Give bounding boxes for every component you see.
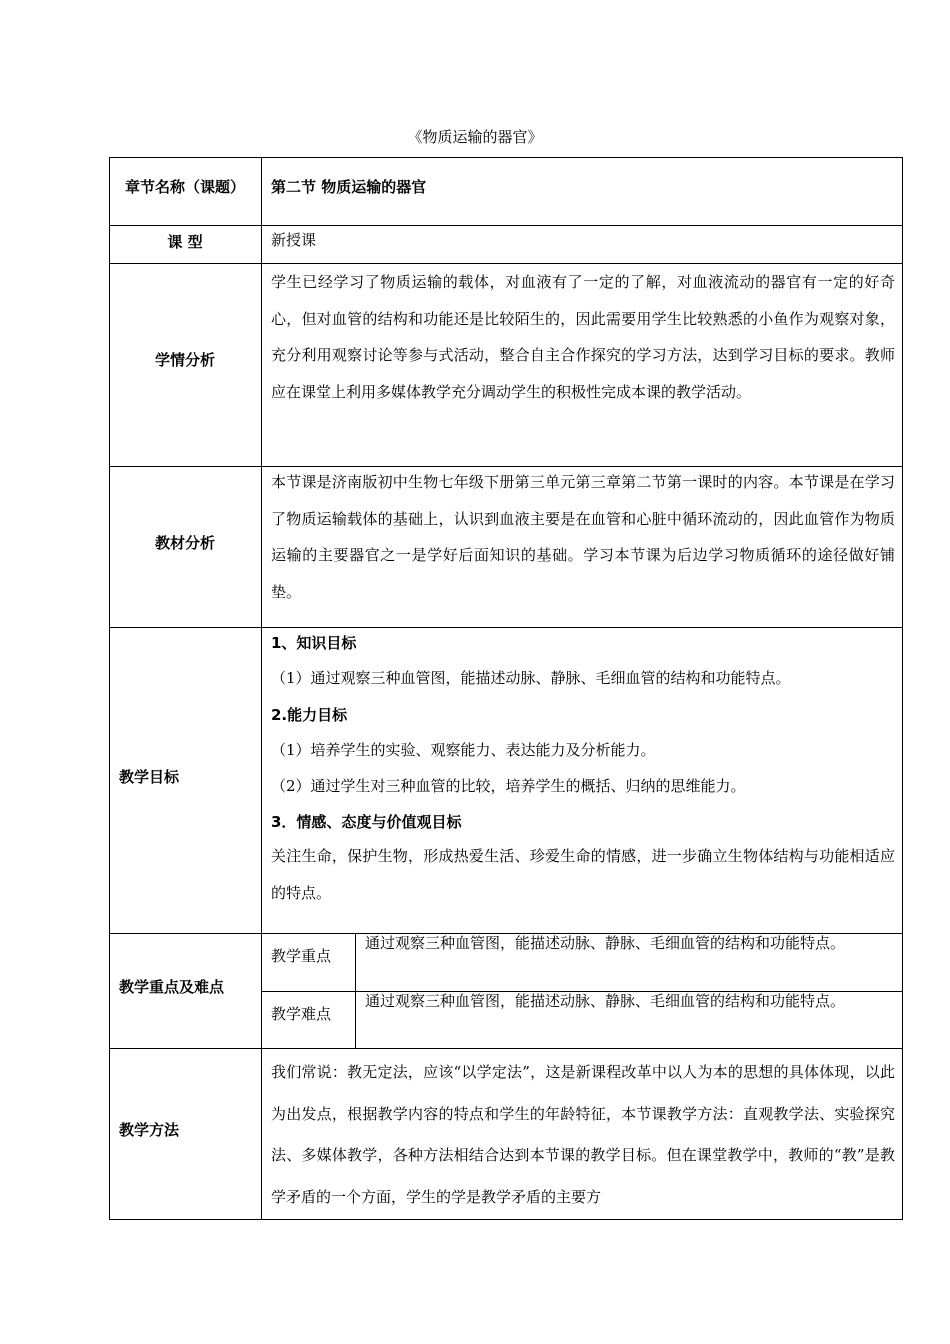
lesson-type-label: 课 型	[167, 232, 203, 251]
ability-objective-heading: 2.能力目标	[271, 706, 348, 724]
teaching-focus-label: 教学重点	[271, 947, 332, 965]
methods-value: 我们常说：教无定法，应该“以学定法”，这是新课程改革中以人为本的思想的具体体现，以此为出发点，根据教学内容的特点和学生的年龄特征，本节课教学方法：直观教学法、实验探究法、多媒体教学，各种方法相结合达到本节课的教学目标。但在课堂教学中，教师的“教”是教学矛盾的一个方面，学生的学是教学矛盾的主要方	[271, 1063, 895, 1206]
chapter-label: 章节名称（课题）	[124, 178, 245, 196]
teaching-difficulty-label: 教学难点	[271, 1005, 332, 1023]
student-analysis-label: 学情分析	[154, 350, 215, 369]
emotion-objective-text: 关注生命，保护生物，形成热爱生活、珍爱生命的情感，进一步确立生物体结构与功能相适应的特点。	[271, 847, 895, 902]
table-border-bottom	[109, 1219, 903, 1220]
lesson-type-value: 新授课	[271, 231, 317, 249]
chapter-value: 第二节 物质运输的器官	[271, 178, 427, 196]
table-border-right	[902, 157, 903, 1220]
student-analysis-value: 学生已经学习了物质运输的载体，对血液有了一定的了解，对血液流动的器官有一定的好奇心，但对血管的结构和功能还是比较陌生的，因此需要用学生比较熟悉的小鱼作为观察对象，充分利用观察讨论等参与式活动，整合自主合作探究的学习方法，达到学习目标的要求。教师应在课堂上利用多媒体教学充分调动学生的积极性完成本课的教学活动。	[271, 273, 895, 401]
material-analysis-value: 本节课是济南版初中生物七年级下册第三单元第三章第二节第一课时的内容。本节课是在学习了物质运输载体的基础上，认识到血液主要是在血管和心脏中循环流动的，因此血管作为物质运输的主要器官之一是学好后面知识的基础。学习本节课为后边学习物质循环的途径做好铺垫。	[271, 473, 895, 601]
knowledge-objective-item: （1）通过观察三种血管图，能描述动脉、静脉、毛细血管的结构和功能特点。	[271, 669, 791, 687]
table-column-divider	[261, 157, 262, 1220]
ability-objective-item: （2）通过学生对三种血管的比较，培养学生的概括、归纳的思维能力。	[271, 777, 746, 795]
emotion-objective-heading: 3．情感、态度与价值观目标	[271, 813, 462, 831]
teaching-focus-value: 通过观察三种血管图，能描述动脉、静脉、毛细血管的结构和功能特点。	[365, 934, 846, 952]
key-points-label: 教学重点及难点	[119, 978, 225, 996]
methods-label: 教学方法	[119, 1120, 180, 1139]
teaching-difficulty-value: 通过观察三种血管图，能描述动脉、静脉、毛细血管的结构和功能特点。	[365, 992, 846, 1010]
document-title: 《物质运输的器官》	[407, 128, 543, 146]
ability-objective-item: （1）培养学生的实验、观察能力、表达能力及分析能力。	[271, 741, 656, 759]
material-analysis-label: 教材分析	[154, 533, 215, 552]
knowledge-objective-heading: 1、知识目标	[271, 634, 357, 652]
objectives-label: 教学目标	[119, 767, 180, 786]
